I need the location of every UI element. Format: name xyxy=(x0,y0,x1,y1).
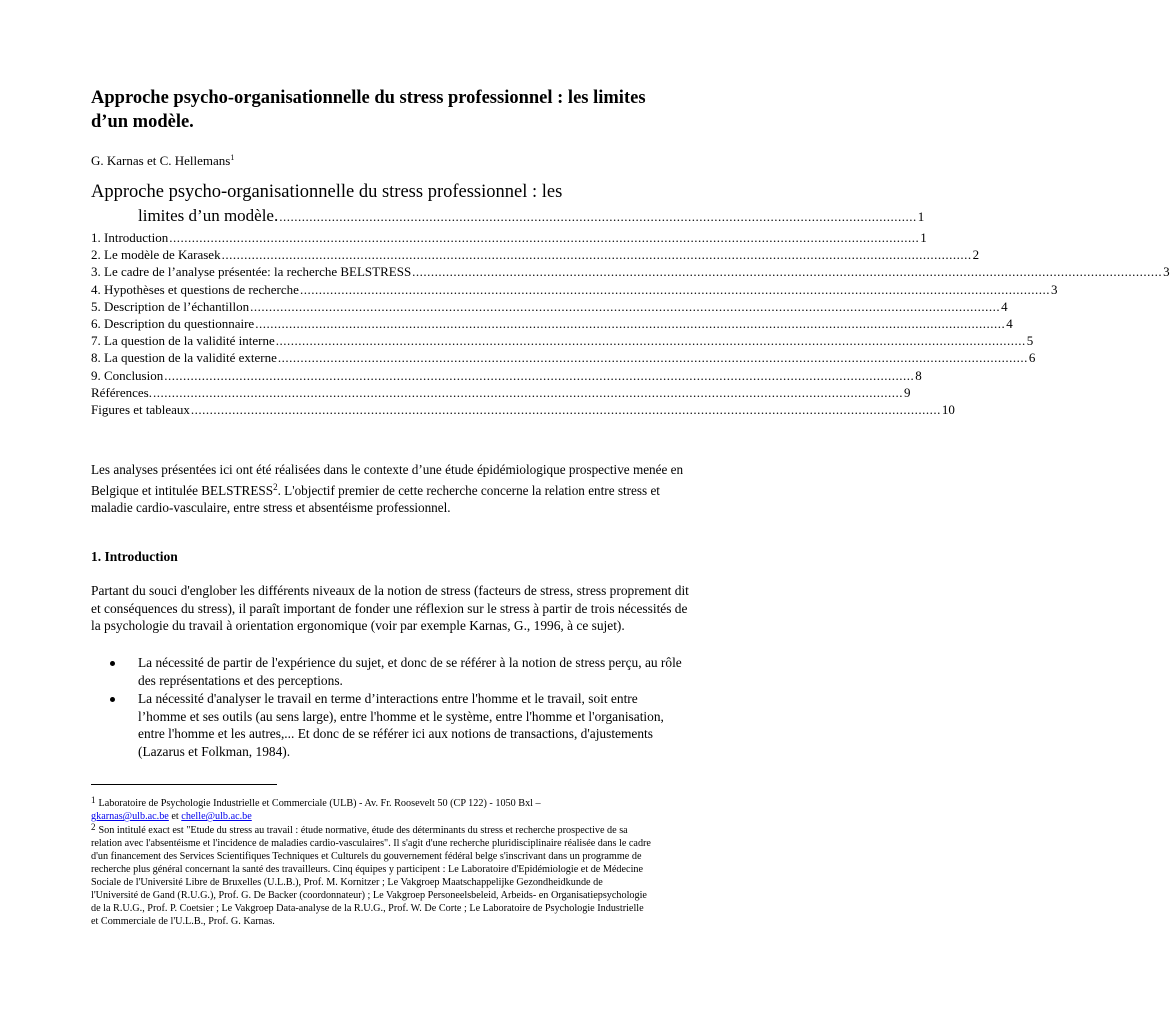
toc-page-number: 10 xyxy=(941,402,955,418)
toc-entry-label: Références. xyxy=(91,384,152,400)
footnote-ref-2[interactable]: 2 xyxy=(273,481,278,492)
toc-entry-label: 2. Le modèle de Karasek xyxy=(91,247,221,263)
toc-leader: ........................................................................................................................................................................................................ xyxy=(169,230,920,245)
toc-entry[interactable] xyxy=(91,281,1058,298)
toc-page-number: 3 xyxy=(1163,264,1170,280)
toc-entry-label: 8. La question de la validité externe xyxy=(91,350,277,366)
toc-leader: ........................................................................................................................................................................................................ xyxy=(250,298,1001,314)
toc-entry[interactable] xyxy=(91,367,922,384)
toc-leader: ........................................................................................................................................................................................................ xyxy=(190,402,941,418)
intro-paragraph xyxy=(91,461,687,517)
toc-entry-title[interactable] xyxy=(91,180,925,229)
footnote-2-number: 2 xyxy=(91,822,96,832)
toc-leader: ........................................................................................................................................................................................................ xyxy=(221,247,972,263)
toc-entry[interactable] xyxy=(91,263,1170,280)
table-of-contents xyxy=(91,180,1170,418)
document-title: Approche psycho-organisationnelle du stress professionnel : les limites d’un modèle. xyxy=(91,88,646,132)
email-link-chelle[interactable]: chelle@ulb.ac.be xyxy=(181,811,252,822)
toc-entry[interactable] xyxy=(91,298,1008,315)
toc-leader: ........................................................................................................................................................................................................ xyxy=(412,264,1163,280)
toc-entry-label: Figures et tableaux xyxy=(91,402,190,418)
intro-text-after: . L'objectif premier de cette recherche concerne la relation entre stress et maladie cardio-vasculaire, entre stress et absentéisme professionnel. xyxy=(91,482,660,515)
toc-items xyxy=(91,229,1170,418)
toc-page-number: 2 xyxy=(972,247,980,263)
toc-entry-label: 1. Introduction xyxy=(91,230,169,245)
footnote-1-joiner: et xyxy=(171,811,179,822)
footnote-divider xyxy=(91,784,277,785)
toc-entry[interactable] xyxy=(91,349,1036,366)
toc-page-number: 6 xyxy=(1028,350,1036,366)
bullet-icon xyxy=(110,697,115,702)
footnote-1-number: 1 xyxy=(91,795,96,805)
toc-leader: ........................................................................................................................................................................................................ xyxy=(164,367,915,383)
toc-entry-label: 6. Description du questionnaire xyxy=(91,316,255,332)
footnote-1 xyxy=(91,794,651,823)
toc-entry-label: 9. Conclusion xyxy=(91,367,164,383)
footnote-2-text: Son intitulé exact est "Etude du stress au travail : étude normative, étude des déterminants du stress et recherche prospective de sa relation avec l'absentéisme et l'incidence de maladies cardio-vasculaires". Il s'agit d'une recherche pluridisciplinaire réalisée dans le cadre d'un financement des Services Scientifiques Techniques et Culturels du gouvernement fédéral belge s'inscrivant dans un programme de recherche plus général concernant la santé des travailleurs. Cinq équipes y participent : Le Laboratoire d'Epidémiologie et de Médecine Sociale de l'Université Libre de Bruxelles (U.L.B.), Prof. M. Kornitzer ; Le Vakgroep Maatschappelijke Gezondheidkunde de l'Université de Gand (R.U.G.), Prof. G. De Backer (coordonnateur) ; Le Vakgroep Personeelsbeleid, Arbeids- en Organisatiepsychologie de la R.U.G., Prof. P. Coetsier ; Le Vakgroep Data-analyse de la R.U.G., Prof. W. De Corte ; Le Laboratoire de Psychologie Industrielle et Commerciale de l'U.L.B., Prof. G. Karnas. xyxy=(91,825,651,927)
toc-leader: ........................................................................................................................................................................................................ xyxy=(255,316,1006,332)
footnote-ref-1[interactable]: 1 xyxy=(230,153,235,162)
toc-entry[interactable] xyxy=(91,401,955,418)
toc-leader: ........................................................................................................................................................................................................ xyxy=(275,333,1026,349)
authors-line xyxy=(91,150,234,169)
list-item-text: La nécessité d'analyser le travail en terme d’interactions entre l'homme et le travail, soit entre l’homme et ses outils (au sens large), entre l'homme et le système, entre l'homme et l'organisation, entre l'homme et les autres,... Et donc de se référer ici aux notions de transactions, d'ajustements (Lazarus et Folkman, 1984). xyxy=(138,691,664,759)
toc-entry[interactable] xyxy=(91,332,1034,349)
toc-entry[interactable] xyxy=(91,315,1013,332)
toc-page-number: 4 xyxy=(1006,316,1013,332)
toc-entry[interactable] xyxy=(91,246,980,263)
toc-entry-label: 7. La question de la validité interne xyxy=(91,333,275,349)
bullet-list xyxy=(91,654,687,762)
section-heading-introduction: 1. Introduction xyxy=(91,549,178,564)
intro-text-before: Les analyses présentées ici ont été réalisées dans le contexte d’une étude épidémiologique prospective menée en Belgique et intitulée BELSTRESS xyxy=(91,462,684,498)
toc-page-number: 1 xyxy=(917,209,925,224)
toc-page-number: 9 xyxy=(904,384,911,400)
toc-title-line2: limites d’un modèle. xyxy=(138,206,279,225)
introduction-paragraph: Partant du souci d'englober les différents niveaux de la notion de stress (facteurs de stress, stress proprement dit et conséquences du stress), il paraît important de fonder une réflexion sur le stress à partir de trois nécessités de la psychologie du travail à orientation ergonomique (voir par exemple Karnas, G., 1996, à ce sujet). xyxy=(91,583,689,634)
toc-page-number: 3 xyxy=(1050,281,1058,297)
toc-title-line1: Approche psycho-organisationnelle du stress professionnel : les xyxy=(91,182,563,202)
toc-entry-label: 3. Le cadre de l’analyse présentée: la recherche BELSTRESS xyxy=(91,264,412,280)
toc-page-number: 8 xyxy=(915,367,922,383)
toc-entry[interactable] xyxy=(91,384,911,401)
toc-leader: .......................................................................................................................................................................... xyxy=(279,209,917,224)
list-item-text: La nécessité de partir de l'expérience du sujet, et donc de se référer à la notion de stress perçu, au rôle des représentations et des perceptions. xyxy=(138,655,682,688)
footnote-2 xyxy=(91,821,651,928)
toc-page-number: 5 xyxy=(1026,333,1034,349)
footnote-1-text: Laboratoire de Psychologie Industrielle et Commerciale (ULB) - Av. Fr. Roosevelt 50 (CP 122) - 1050 Bxl – xyxy=(98,798,541,809)
list-item xyxy=(91,690,687,760)
toc-leader: ........................................................................................................................................................................................................ xyxy=(299,281,1050,297)
email-link-gkarnas[interactable]: gkarnas@ulb.ac.be xyxy=(91,811,169,822)
toc-page-number: 1 xyxy=(920,230,927,245)
author-names: G. Karnas et C. Hellemans xyxy=(91,153,231,168)
toc-entry-label: 4. Hypothèses et questions de recherche xyxy=(91,281,299,297)
bullet-icon xyxy=(110,661,115,666)
toc-entry-label: 5. Description de l’échantillon xyxy=(91,298,250,314)
toc-entry[interactable] xyxy=(91,229,927,246)
toc-page-number: 4 xyxy=(1001,298,1008,314)
toc-leader: ........................................................................................................................................................................................................ xyxy=(153,384,903,400)
toc-leader: ........................................................................................................................................................................................................ xyxy=(277,350,1028,366)
list-item xyxy=(91,654,687,689)
